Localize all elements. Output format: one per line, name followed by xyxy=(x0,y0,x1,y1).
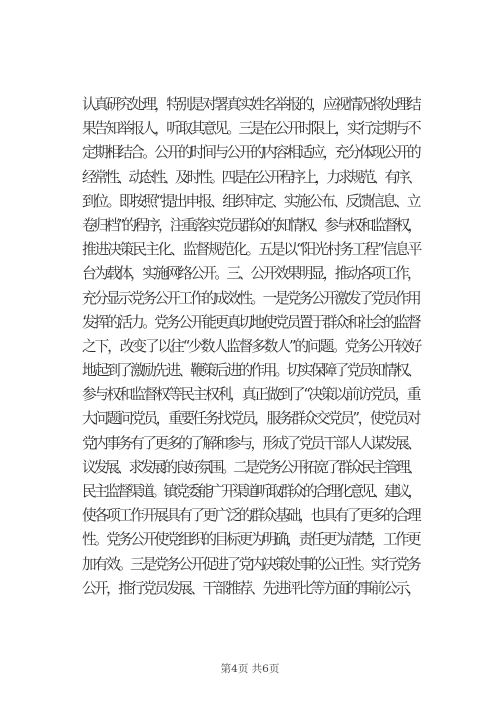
text-line: 定期相结合。公开的时间与公开的内容相适应，充分体现公开的 xyxy=(82,144,420,162)
text-line: 卷归档”的程序，注重落实党员群众的知情权、参与权和监督权， xyxy=(82,216,420,234)
page-footer: 第4页 共6页 xyxy=(220,663,280,675)
text-line: 台为载体，实施网络公开。三、公开效果明显，推动各项工作， xyxy=(82,265,420,283)
text-line: 之下，改变了以往“少数人监督多数人”的问题。党务公开较好 xyxy=(82,337,421,355)
text-line: 公开，推行党员发展、干部推荐、先进评比等方面的事前公示， xyxy=(82,579,420,597)
text-line: 认真研究处理，特别是对署真实姓名举报的，应视情况将处理结 xyxy=(82,96,420,113)
text-line: 地起到了激励先进、鞭策后进的作用。切实保障了党员知情权、 xyxy=(82,362,420,380)
text-line: 议发展、求发展的良好氛围。二是党务公开拓宽了群众民主管理、 xyxy=(82,458,420,476)
text-line: 使各项工作开展具有了更广泛的群众基础，也具有了更多的合理 xyxy=(82,507,420,525)
text-line: 发挥的活力。党务公开能更真切地使党员置于群众和社会的监督 xyxy=(82,313,420,331)
text-line: 民主监督渠道。镇党委能广开渠道听取群众的合理化意见、建议， xyxy=(82,483,420,500)
text-line: 果告知举报人，听取其意见。三是在公开时限上，实行定期与不 xyxy=(82,120,420,138)
text-line: 参与权和监督权等民主权利，真正做到了“决策以前访党员，重 xyxy=(82,386,420,404)
text-line: 经常性、动态性、及时性。四是在公开程序上，力求规范、有序、 xyxy=(82,168,420,186)
text-line: 到位。即按照“提出申报、组织审定、实施公布、反馈信息、立 xyxy=(82,192,420,210)
text-line: 性。党务公开使党组织的目标更为明确，责任更为清楚，工作更 xyxy=(82,531,420,549)
text-line: 大问题问党员，重要任务找党员，服务群众交党员”，使党员对 xyxy=(82,410,420,428)
text-line: 充分显示党务公开工作的成效性。一是党务公开激发了党员作用 xyxy=(82,289,420,307)
text-line: 党内事务有了更多的了解和参与，形成了党员干部人人谋发展、 xyxy=(82,434,420,452)
body-text xyxy=(82,93,422,601)
text-line: 加有效。三是党务公开促进了党内决策处事的公正性。实行党务 xyxy=(82,555,420,573)
text-line: 推进决策民主化、监督规范化。五是以“阳光村务工程”信息平 xyxy=(82,241,421,259)
